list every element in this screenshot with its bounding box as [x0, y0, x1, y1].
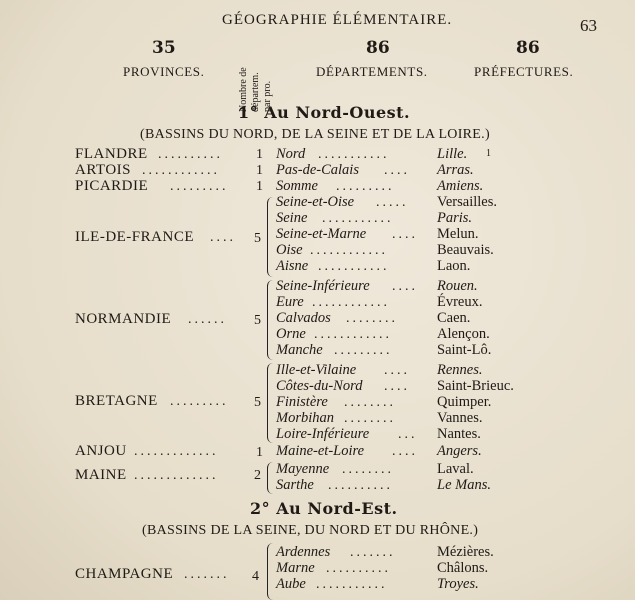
leader-dots: .......... — [326, 561, 391, 576]
province-count: 5 — [254, 231, 261, 246]
leader-dots: ........ — [346, 311, 398, 326]
prefecture-name: Amiens. — [437, 178, 484, 194]
leader-dots: .......... — [158, 147, 223, 162]
province-name: CHAMPAGNE — [75, 566, 174, 582]
prefecture-name: Lille. — [437, 146, 468, 162]
leader-dots: ........ — [344, 411, 396, 426]
leader-dots: .... — [392, 227, 418, 242]
rotated-header-line3: par pro. — [262, 80, 273, 112]
leader-dots: ..... — [376, 195, 409, 210]
leader-dots: .... — [384, 379, 410, 394]
leader-dots: .... — [210, 230, 236, 245]
rotated-header-line2: départem. — [250, 72, 261, 112]
department-name: Marne — [276, 560, 315, 576]
province-name: FLANDRE — [75, 146, 148, 162]
province-count: 5 — [254, 395, 261, 410]
leader-dots: ....... — [184, 567, 230, 582]
leader-dots: .... — [384, 363, 410, 378]
prefecture-name: Châlons. — [437, 560, 489, 576]
department-name: Pas-de-Calais — [276, 162, 359, 178]
province-name: ARTOIS — [75, 162, 131, 178]
grouping-brace — [267, 197, 273, 277]
provinces-count: 35 — [152, 38, 176, 58]
department-name: Seine-Inférieure — [276, 278, 370, 294]
province-name: ILE-DE-FRANCE — [75, 229, 194, 245]
department-name: Aisne — [276, 258, 309, 274]
prefecture-name: Paris. — [437, 210, 473, 226]
page-number: 63 — [580, 16, 597, 35]
leader-dots: .... — [384, 163, 410, 178]
leader-dots: ...... — [188, 312, 227, 327]
department-name: Sarthe — [276, 477, 314, 493]
section-title-north-east: 2° Au Nord-Est. — [250, 499, 398, 518]
leader-dots: ......... — [170, 179, 229, 194]
department-name: Côtes-du-Nord — [276, 378, 363, 394]
leader-dots: ........... — [318, 147, 390, 162]
department-name: Oise — [276, 242, 303, 258]
department-name: Loire-Inférieure — [276, 426, 370, 442]
department-name: Seine-et-Oise — [276, 194, 355, 210]
grouping-brace — [267, 363, 273, 443]
prefecture-name: Caen. — [437, 310, 471, 326]
leader-dots: ........... — [318, 259, 390, 274]
leader-dots: ............. — [134, 468, 219, 483]
department-name: Mayenne — [276, 461, 330, 477]
departements-count: 86 — [366, 38, 390, 58]
departments-per-province-header — [236, 30, 286, 112]
prefecture-name: Melun. — [437, 226, 479, 242]
departements-column-header: DÉPARTEMENTS. — [316, 64, 428, 79]
prefecture-name: Beauvais. — [437, 242, 494, 258]
prefecture-name: Mézières. — [437, 544, 494, 560]
leader-dots: ....... — [350, 545, 396, 560]
department-name: Morbihan — [276, 410, 334, 426]
department-name: Orne — [276, 326, 306, 342]
province-name: MAINE — [75, 467, 127, 483]
prefecture-name: Évreux. — [437, 294, 483, 310]
department-name: Ardennes — [276, 544, 331, 560]
prefecture-name: Laval. — [437, 461, 474, 477]
province-count: 5 — [254, 313, 261, 328]
leader-dots: ............. — [134, 444, 219, 459]
leader-dots: ............ — [312, 295, 390, 310]
prefecture-name: Laon. — [437, 258, 471, 274]
prefecture-name: Saint-Lô. — [437, 342, 492, 358]
leader-dots: ......... — [336, 179, 395, 194]
department-name: Calvados — [276, 310, 331, 326]
department-name: Manche — [276, 342, 323, 358]
prefecture-name: Troyes. — [437, 576, 479, 592]
leader-dots: ........... — [316, 577, 388, 592]
footnote-marker: 1 — [486, 148, 491, 159]
section-title-north-west: 1° Au Nord-Ouest. — [238, 103, 411, 122]
grouping-brace — [267, 280, 273, 360]
prefecture-name: Nantes. — [437, 426, 481, 442]
department-name: Maine-et-Loire — [276, 443, 365, 459]
grouping-brace — [267, 543, 273, 600]
department-name: Finistère — [276, 394, 328, 410]
province-count: 1 — [256, 163, 263, 178]
rotated-header-line1: Nombre de — [238, 67, 249, 112]
leader-dots: .... — [392, 279, 418, 294]
leader-dots: ........ — [342, 462, 394, 477]
leader-dots: ......... — [170, 394, 229, 409]
province-count: 1 — [256, 445, 263, 460]
leader-dots: ........... — [322, 211, 394, 226]
running-title: GÉOGRAPHIE ÉLÉMENTAIRE. — [222, 12, 453, 28]
prefecture-name: Alençon. — [437, 326, 490, 342]
prefecture-name: Saint-Brieuc. — [437, 378, 514, 394]
department-name: Seine-et-Marne — [276, 226, 367, 242]
department-name: Eure — [276, 294, 304, 310]
prefecture-name: Vannes. — [437, 410, 483, 426]
province-count: 1 — [256, 147, 263, 162]
prefecture-name: Rouen. — [437, 278, 478, 294]
leader-dots: .......... — [328, 478, 393, 493]
prefectures-count: 86 — [516, 38, 540, 58]
department-name: Seine — [276, 210, 308, 226]
department-name: Aube — [276, 576, 306, 592]
province-name: NORMANDIE — [75, 311, 172, 327]
grouping-brace — [267, 462, 273, 494]
prefecture-name: Le Mans. — [437, 477, 491, 493]
department-name: Ille-et-Vilaine — [276, 362, 357, 378]
leader-dots: ........ — [344, 395, 396, 410]
province-count: 4 — [252, 569, 259, 584]
prefecture-name: Angers. — [437, 443, 482, 459]
department-name: Nord — [276, 146, 306, 162]
province-count: 1 — [256, 179, 263, 194]
section-basins-north-west: (BASSINS DU NORD, DE LA SEINE ET DE LA LOIRE.) — [140, 127, 490, 142]
section-basins-north-east: (BASSINS DE LA SEINE, DU NORD ET DU RHÔNE.) — [142, 523, 479, 538]
prefecture-name: Versailles. — [437, 194, 497, 210]
leader-dots: ............ — [142, 163, 220, 178]
leader-dots: ... — [398, 427, 418, 442]
province-count: 2 — [254, 468, 261, 483]
prefectures-column-header: PRÉFECTURES. — [474, 64, 574, 79]
province-name: BRETAGNE — [75, 393, 158, 409]
prefecture-name: Rennes. — [437, 362, 483, 378]
province-name: PICARDIE — [75, 178, 149, 194]
province-name: ANJOU — [75, 443, 127, 459]
prefecture-name: Quimper. — [437, 394, 492, 410]
leader-dots: ............ — [314, 327, 392, 342]
leader-dots: ......... — [334, 343, 393, 358]
provinces-column-header: PROVINCES. — [123, 64, 205, 79]
department-name: Somme — [276, 178, 318, 194]
leader-dots: .... — [392, 444, 418, 459]
leader-dots: ............ — [310, 243, 388, 258]
prefecture-name: Arras. — [437, 162, 474, 178]
